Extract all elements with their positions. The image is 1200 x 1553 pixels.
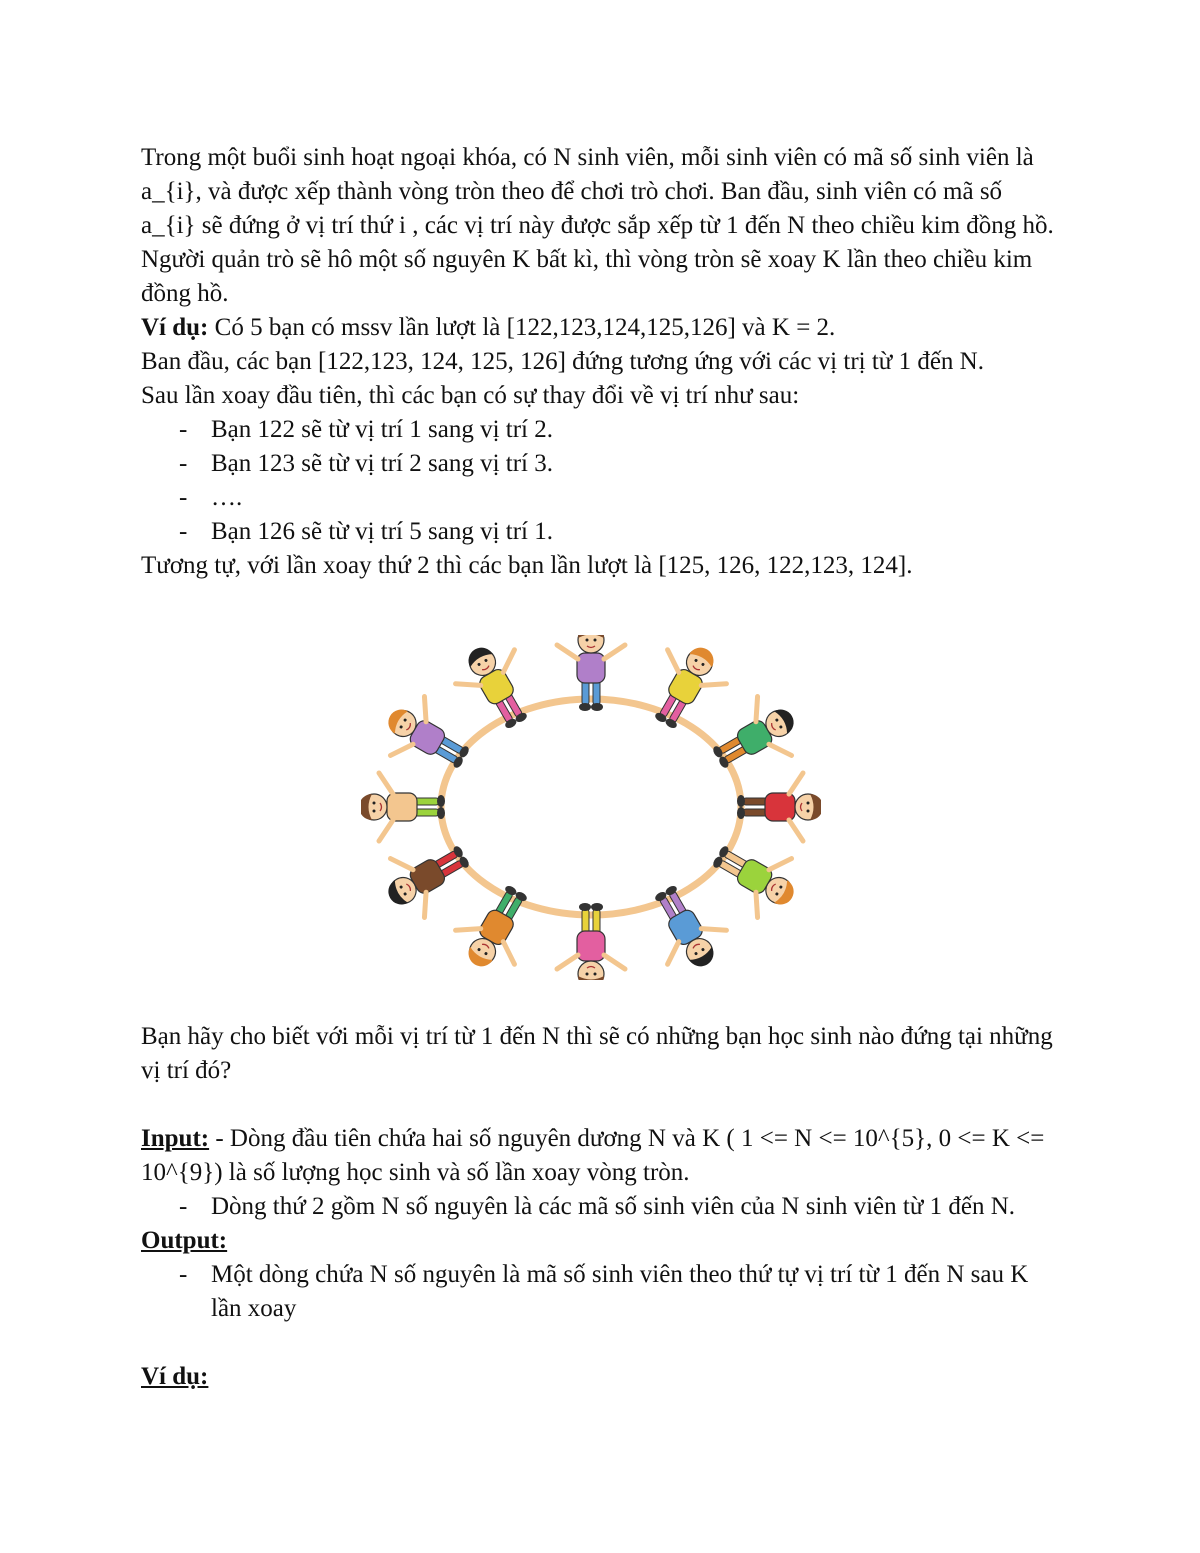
example2-label: Ví dụ: <box>141 1363 209 1390</box>
example-label: Ví dụ: <box>141 314 209 341</box>
output-label: Output: <box>141 1227 228 1254</box>
after-first-line: Sau lần xoay đầu tiên, thì các bạn có sự thay đổi về vị trí như sau: <box>141 382 800 409</box>
list-item-text: …. <box>211 484 243 511</box>
list-item-text: Dòng thứ 2 gồm N số nguyên là các mã số sinh viên của N sinh viên từ 1 đến N. <box>211 1193 1016 1220</box>
input-label: Input: <box>141 1125 210 1152</box>
output-list <box>141 1258 1061 1326</box>
holding-hands-ring <box>441 699 741 915</box>
list-item-text: Bạn 126 sẽ từ vị trí 5 sang vị trí 1. <box>211 518 553 545</box>
list-item <box>141 1190 1061 1224</box>
children-circle-illustration <box>361 635 821 980</box>
dash-bullet: - <box>179 1193 188 1220</box>
question-paragraph: Bạn hãy cho biết với mỗi vị trí từ 1 đến N thì sẽ có những bạn học sinh nào đứng tại những vị trí đó? <box>141 1023 1053 1084</box>
input-paragraph <box>141 1122 1061 1190</box>
list-item-text: Một dòng chứa N số nguyên là mã số sinh viên theo thứ tự vị trí từ 1 đến N sau K lần xoay <box>211 1261 1029 1322</box>
example-line <box>141 311 1061 345</box>
input-list <box>141 1190 1061 1224</box>
list-item <box>141 1258 1061 1326</box>
list-item <box>141 481 1061 515</box>
list-item-text: Bạn 122 sẽ từ vị trí 1 sang vị trí 2. <box>211 416 553 443</box>
child-figure <box>700 826 808 928</box>
children-circle-icon <box>361 635 821 980</box>
document-body <box>141 141 1061 1394</box>
dash-bullet: - <box>179 450 188 477</box>
input-text: - Dòng đầu tiên chứa hai số nguyên dương N và K ( 1 <= N <= 10^{5}, 0 <= K <= 10^{9}) là số lượng học sinh và số lần xoay vòng tròn. <box>141 1125 1045 1186</box>
example-text: Có 5 bạn có mssv lần lượt là [122,123,124,125,126] và K = 2. <box>208 314 836 341</box>
output-heading <box>141 1224 1061 1258</box>
dash-bullet: - <box>179 518 188 545</box>
child-figure <box>737 773 821 841</box>
dash-bullet: - <box>179 484 188 511</box>
child-figure <box>361 773 445 841</box>
example2-heading <box>141 1360 1061 1394</box>
intro-paragraph: Trong một buổi sinh hoạt ngoại khóa, có N sinh viên, mỗi sinh viên có mã số sinh viên là a_{i}, và được xếp thành vòng tròn theo để chơi trò chơi. Ban đầu, sinh viên có mã số a_{i} sẽ đứng ở vị trí thứ i , các vị trí này được sắp xếp từ 1 đến N theo chiều kim đồng hồ. Người quản trò sẽ hô một số nguyên K bất kì, thì vòng tròn sẽ xoay K lần theo chiều kim đồng hồ. <box>141 144 1054 307</box>
child-figure <box>373 826 481 928</box>
child-figure <box>700 687 808 789</box>
list-item <box>141 515 1061 549</box>
list-item-text: Bạn 123 sẽ từ vị trí 2 sang vị trí 3. <box>211 450 553 477</box>
child-figure <box>373 687 481 789</box>
dash-bullet: - <box>179 416 188 443</box>
list-item <box>141 447 1061 481</box>
children-ring <box>361 635 821 980</box>
rotation-steps-list <box>141 413 1061 549</box>
second-rotation-line: Tương tự, với lần xoay thứ 2 thì các bạn lần lượt là [125, 126, 122,123, 124]. <box>141 552 913 579</box>
list-item <box>141 413 1061 447</box>
start-line: Ban đầu, các bạn [122,123, 124, 125, 126] đứng tương ứng với các vị trị từ 1 đến N. <box>141 348 984 375</box>
dash-bullet: - <box>179 1261 188 1288</box>
